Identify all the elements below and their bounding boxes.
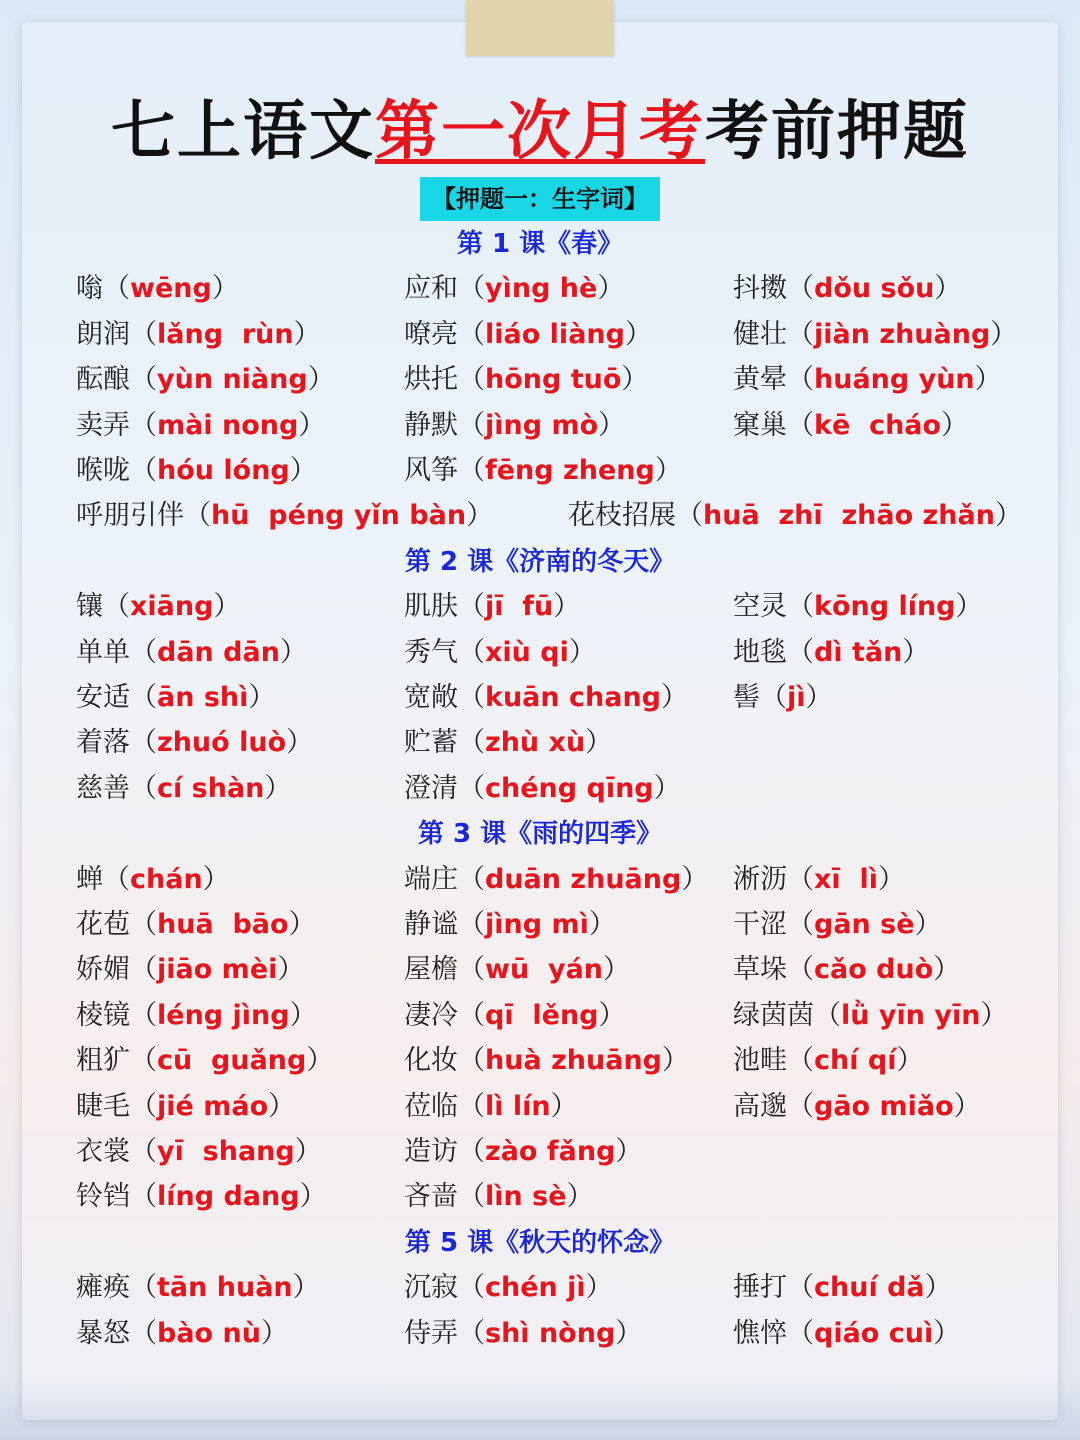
vocab-entry bbox=[76, 678, 275, 718]
vocab-pinyin: chén jì bbox=[485, 1272, 586, 1304]
paren-close: ） bbox=[299, 1181, 327, 1213]
paren-open: （ bbox=[458, 636, 485, 668]
vocab-pinyin: liáo liàng bbox=[485, 318, 625, 350]
vocab-word: 静默 bbox=[404, 409, 458, 441]
paren-close: ） bbox=[615, 1317, 643, 1349]
vocab-pinyin: hóu lóng bbox=[157, 455, 290, 486]
vocab-pinyin: huā bāo bbox=[157, 909, 289, 940]
paren-open: （ bbox=[676, 500, 703, 532]
paren-close: ） bbox=[805, 682, 833, 713]
vocab-entry bbox=[76, 950, 304, 990]
vocab-word: 风筝 bbox=[404, 455, 458, 486]
vocab-pinyin: dì tǎn bbox=[814, 636, 903, 668]
vocab-pinyin: hōng tuō bbox=[485, 364, 622, 396]
paren-open: （ bbox=[787, 591, 814, 623]
vocab-word: 黄晕 bbox=[733, 364, 787, 396]
vocab-entry bbox=[76, 269, 239, 309]
vocab-pinyin: kōng líng bbox=[814, 591, 956, 623]
vocab-pinyin: jìng mò bbox=[485, 409, 599, 441]
vocab-word: 窠巢 bbox=[733, 409, 787, 441]
lesson-heading: 第 1 课《春》 bbox=[456, 229, 624, 259]
vocab-word: 地毯 bbox=[733, 636, 787, 668]
vocab-word: 粗犷 bbox=[76, 1045, 130, 1077]
vocab-pinyin: huà zhuāng bbox=[485, 1045, 662, 1077]
lesson-heading: 第 2 课《济南的冬天》 bbox=[404, 546, 676, 577]
vocab-entry bbox=[76, 587, 240, 627]
paren-open: （ bbox=[787, 273, 814, 305]
paren-close: ） bbox=[933, 1317, 961, 1349]
vocab-pinyin: kuān chang bbox=[485, 682, 662, 713]
paren-open: （ bbox=[130, 1045, 157, 1077]
paren-open: （ bbox=[787, 364, 814, 396]
paren-close: ） bbox=[624, 318, 652, 350]
paren-close: ） bbox=[661, 682, 689, 713]
vocab-pinyin: gān sè bbox=[814, 909, 915, 940]
paren-open: （ bbox=[103, 591, 130, 623]
vocab-pinyin: bào nù bbox=[157, 1317, 261, 1349]
paren-open: （ bbox=[787, 1045, 814, 1077]
vocab-pinyin: cǎo duò bbox=[814, 954, 934, 986]
paren-close: ） bbox=[621, 364, 649, 396]
vocab-entry bbox=[404, 1177, 594, 1217]
vocab-pinyin: mài nong bbox=[157, 409, 299, 441]
vocab-word: 空灵 bbox=[733, 591, 787, 623]
paren-close: ） bbox=[277, 954, 305, 986]
paren-open: （ bbox=[130, 1181, 157, 1213]
paren-open: （ bbox=[458, 999, 485, 1031]
vocab-word: 暴怒 bbox=[76, 1317, 130, 1349]
paren-open: （ bbox=[130, 364, 157, 396]
vocab-entry bbox=[404, 860, 708, 900]
paren-close: ） bbox=[994, 500, 1022, 532]
paren-close: ） bbox=[213, 591, 241, 623]
vocab-pinyin: shì nòng bbox=[485, 1317, 616, 1349]
vocab-word: 捶打 bbox=[733, 1272, 787, 1304]
vocab-pinyin: chí qí bbox=[814, 1045, 897, 1077]
vocab-pinyin: jìng mì bbox=[485, 909, 589, 940]
paren-open: （ bbox=[103, 863, 130, 895]
vocab-entry bbox=[404, 1132, 642, 1172]
vocab-entry bbox=[733, 360, 1002, 400]
vocab-word: 沉寂 bbox=[404, 1272, 458, 1304]
vocab-word: 髻 bbox=[733, 682, 760, 713]
vocab-word: 肌肤 bbox=[404, 591, 458, 623]
vocab-word: 高邈 bbox=[733, 1090, 787, 1122]
vocab-word: 淅沥 bbox=[733, 863, 787, 895]
vocab-entry bbox=[76, 1132, 322, 1172]
vocab-word: 呼朋引伴 bbox=[76, 500, 184, 532]
paren-open: （ bbox=[787, 954, 814, 986]
vocab-pinyin: xiāng bbox=[130, 591, 214, 623]
vocab-pinyin: fēng zheng bbox=[485, 455, 655, 486]
vocab-word: 侍弄 bbox=[404, 1317, 458, 1349]
paren-close: ） bbox=[202, 863, 230, 895]
paren-close: ） bbox=[268, 1090, 296, 1122]
paren-open: （ bbox=[130, 909, 157, 940]
vocab-pinyin: xiù qi bbox=[485, 636, 569, 668]
vocab-entry bbox=[404, 1041, 689, 1081]
vocab-entry bbox=[76, 1041, 333, 1081]
vocab-pinyin: wēng bbox=[130, 273, 212, 305]
lesson-heading: 第 5 课《秋天的怀念》 bbox=[404, 1227, 676, 1258]
vocab-pinyin: jì bbox=[787, 682, 806, 713]
vocab-entry bbox=[404, 360, 648, 400]
vocab-entry bbox=[76, 769, 291, 809]
vocab-word: 蝉 bbox=[76, 863, 103, 895]
vocab-entry bbox=[733, 1268, 952, 1308]
vocab-pinyin: chán bbox=[130, 863, 203, 895]
vocab-pinyin: yùn niàng bbox=[157, 364, 308, 396]
paren-open: （ bbox=[458, 455, 485, 486]
vocab-word: 烘托 bbox=[404, 364, 458, 396]
vocab-word: 草垛 bbox=[733, 954, 787, 986]
vocab-pinyin: jiāo mèi bbox=[157, 954, 278, 986]
paren-close: ） bbox=[292, 1272, 320, 1304]
paren-open: （ bbox=[184, 500, 211, 532]
paren-close: ） bbox=[307, 364, 335, 396]
paren-close: ） bbox=[924, 1272, 952, 1304]
paren-open: （ bbox=[458, 273, 485, 305]
vocab-word: 绿茵茵 bbox=[733, 999, 814, 1031]
vocab-word: 喉咙 bbox=[76, 455, 130, 486]
paren-open: （ bbox=[458, 1272, 485, 1304]
vocab-word: 端庄 bbox=[404, 863, 458, 895]
vocab-entry bbox=[404, 950, 630, 990]
vocab-pinyin: líng dang bbox=[157, 1181, 300, 1213]
vocab-pinyin: jié máo bbox=[157, 1090, 269, 1122]
vocab-word: 花枝招展 bbox=[568, 500, 676, 532]
paren-open: （ bbox=[787, 909, 814, 940]
vocab-entry bbox=[404, 269, 624, 309]
vocab-entry bbox=[404, 678, 688, 718]
paren-close: ） bbox=[653, 772, 681, 804]
paren-open: （ bbox=[787, 636, 814, 668]
vocab-word: 朗润 bbox=[76, 318, 130, 350]
vocab-word: 秀气 bbox=[404, 636, 458, 668]
vocab-pinyin: dǒu sǒu bbox=[814, 273, 935, 305]
paren-close: ） bbox=[953, 1090, 981, 1122]
vocab-entry bbox=[733, 633, 929, 673]
vocab-word: 着落 bbox=[76, 727, 130, 759]
paren-close: ） bbox=[955, 591, 983, 623]
paren-close: ） bbox=[933, 954, 961, 986]
vocab-word: 睫毛 bbox=[76, 1090, 130, 1122]
paren-open: （ bbox=[458, 1181, 485, 1213]
vocab-entry bbox=[404, 769, 681, 809]
vocab-word: 贮蓄 bbox=[404, 727, 458, 759]
paren-open: （ bbox=[458, 909, 485, 940]
vocab-entry bbox=[76, 1087, 295, 1127]
vocab-word: 卖弄 bbox=[76, 409, 130, 441]
vocab-entry bbox=[733, 1087, 981, 1127]
vocab-entry bbox=[76, 633, 307, 673]
vocab-pinyin: kē cháo bbox=[814, 409, 942, 441]
paren-open: （ bbox=[130, 999, 157, 1031]
vocab-word: 屋檐 bbox=[404, 954, 458, 986]
paren-open: （ bbox=[458, 409, 485, 441]
vocab-word: 嗡 bbox=[76, 273, 103, 305]
vocab-entry bbox=[733, 315, 1017, 355]
vocab-pinyin: ān shì bbox=[157, 682, 249, 713]
vocab-word: 嘹亮 bbox=[404, 318, 458, 350]
paren-open: （ bbox=[458, 591, 485, 623]
page-title bbox=[0, 92, 1080, 172]
paren-open: （ bbox=[130, 1317, 157, 1349]
vocab-entry bbox=[404, 587, 580, 627]
vocab-entry bbox=[733, 587, 983, 627]
vocab-pinyin: tān huàn bbox=[157, 1272, 293, 1304]
paren-close: ） bbox=[877, 863, 905, 895]
vocab-word: 娇媚 bbox=[76, 954, 130, 986]
paren-close: ） bbox=[211, 273, 239, 305]
vocab-pinyin: jī fū bbox=[485, 591, 554, 623]
vocab-entry bbox=[733, 1041, 923, 1081]
paren-close: ） bbox=[597, 273, 625, 305]
vocab-word: 单单 bbox=[76, 636, 130, 668]
vocab-entry bbox=[733, 269, 961, 309]
paren-open: （ bbox=[458, 364, 485, 396]
paren-open: （ bbox=[760, 682, 787, 713]
vocab-entry bbox=[733, 860, 905, 900]
vocab-pinyin: xī lì bbox=[814, 863, 878, 895]
vocab-pinyin: gāo miǎo bbox=[814, 1090, 954, 1122]
paren-open: （ bbox=[130, 1272, 157, 1304]
vocab-word: 慈善 bbox=[76, 772, 130, 804]
vocab-pinyin: dān dān bbox=[157, 636, 280, 668]
paren-close: ） bbox=[568, 636, 596, 668]
paren-open: （ bbox=[130, 772, 157, 804]
vocab-entry bbox=[733, 996, 1007, 1036]
vocab-word: 静谧 bbox=[404, 909, 458, 940]
paren-close: ） bbox=[896, 1045, 924, 1077]
paren-close: ） bbox=[598, 999, 626, 1031]
paren-open: （ bbox=[458, 318, 485, 350]
paren-close: ） bbox=[286, 727, 314, 759]
vocab-entry bbox=[76, 451, 317, 491]
vocab-pinyin: qī lěng bbox=[485, 999, 599, 1031]
vocab-word: 池畦 bbox=[733, 1045, 787, 1077]
paren-close: ） bbox=[289, 455, 317, 486]
paren-open: （ bbox=[458, 954, 485, 986]
paren-close: ） bbox=[681, 863, 709, 895]
vocab-entry bbox=[76, 315, 321, 355]
vocab-entry bbox=[568, 496, 1022, 536]
vocab-entry bbox=[76, 1268, 320, 1308]
tape-strip bbox=[466, 0, 614, 56]
paren-close: ） bbox=[941, 409, 969, 441]
vocab-entry bbox=[76, 996, 317, 1036]
vocab-pinyin: chuí dǎ bbox=[814, 1272, 925, 1304]
paren-open: （ bbox=[130, 727, 157, 759]
vocab-word: 铃铛 bbox=[76, 1181, 130, 1213]
paren-open: （ bbox=[787, 318, 814, 350]
vocab-word: 棱镜 bbox=[76, 999, 130, 1031]
paren-close: ） bbox=[934, 273, 962, 305]
paren-close: ） bbox=[615, 1136, 643, 1167]
paren-close: ） bbox=[553, 591, 581, 623]
paren-open: （ bbox=[458, 727, 485, 759]
paren-open: （ bbox=[458, 1136, 485, 1167]
paren-close: ） bbox=[980, 999, 1008, 1031]
vocab-entry bbox=[404, 1268, 613, 1308]
vocab-word: 衣裳 bbox=[76, 1136, 130, 1167]
paren-open: （ bbox=[814, 999, 841, 1031]
vocab-word: 造访 bbox=[404, 1136, 458, 1167]
vocab-pinyin: wū yán bbox=[485, 954, 604, 986]
paren-close: ） bbox=[279, 636, 307, 668]
title-part-2-highlight: 第一次月考 bbox=[375, 95, 705, 169]
vocab-word: 安适 bbox=[76, 682, 130, 713]
paren-close: ） bbox=[598, 409, 626, 441]
paren-close: ） bbox=[585, 727, 613, 759]
vocab-entry bbox=[404, 406, 625, 446]
vocab-word: 瘫痪 bbox=[76, 1272, 130, 1304]
paren-open: （ bbox=[458, 682, 485, 713]
vocab-entry bbox=[733, 406, 968, 446]
vocab-pinyin: duān zhuāng bbox=[485, 863, 682, 895]
vocab-word: 花苞 bbox=[76, 909, 130, 940]
paren-close: ） bbox=[248, 682, 276, 713]
paren-close: ） bbox=[914, 909, 942, 940]
paren-close: ） bbox=[990, 318, 1018, 350]
vocab-entry bbox=[76, 905, 316, 945]
paren-open: （ bbox=[458, 1090, 485, 1122]
paren-open: （ bbox=[130, 455, 157, 486]
vocab-entry bbox=[76, 360, 335, 400]
vocab-pinyin: huā zhī zhāo zhǎn bbox=[703, 500, 995, 532]
paren-open: （ bbox=[458, 863, 485, 895]
vocab-entry bbox=[76, 860, 230, 900]
paren-open: （ bbox=[103, 273, 130, 305]
vocab-word: 应和 bbox=[404, 273, 458, 305]
title-part-3: 考前押题 bbox=[705, 95, 969, 169]
paren-close: ） bbox=[585, 1272, 613, 1304]
paren-open: （ bbox=[130, 636, 157, 668]
vocab-entry bbox=[733, 678, 833, 718]
paren-close: ） bbox=[466, 500, 494, 532]
vocab-pinyin: zhù xù bbox=[485, 727, 586, 759]
vocab-pinyin: chéng qīng bbox=[485, 772, 654, 804]
paren-close: ） bbox=[588, 909, 616, 940]
paren-close: ） bbox=[306, 1045, 334, 1077]
paren-close: ） bbox=[550, 1090, 578, 1122]
title-part-1: 七上语文 bbox=[111, 95, 375, 169]
vocab-entry bbox=[76, 1314, 288, 1354]
vocab-pinyin: hū péng yǐn bàn bbox=[211, 500, 467, 532]
paren-open: （ bbox=[130, 409, 157, 441]
paren-open: （ bbox=[130, 954, 157, 986]
vocab-entry bbox=[76, 496, 493, 536]
vocab-pinyin: zào fǎng bbox=[485, 1136, 616, 1167]
vocab-entry bbox=[733, 905, 942, 945]
vocab-word: 憔悴 bbox=[733, 1317, 787, 1349]
paren-close: ） bbox=[974, 364, 1002, 396]
vocab-pinyin: yī shang bbox=[157, 1136, 295, 1167]
vocab-word: 抖擞 bbox=[733, 273, 787, 305]
vocab-pinyin: lì lín bbox=[485, 1090, 551, 1122]
vocab-pinyin: cū guǎng bbox=[157, 1045, 307, 1077]
paren-close: ） bbox=[288, 909, 316, 940]
paren-close: ） bbox=[289, 999, 317, 1031]
vocab-entry bbox=[76, 1177, 327, 1217]
lesson-heading: 第 3 课《雨的四季》 bbox=[417, 819, 663, 850]
section-badge: 【押题一：生字词】 bbox=[420, 177, 660, 221]
paren-open: （ bbox=[130, 1090, 157, 1122]
paren-close: ） bbox=[603, 954, 631, 986]
vocab-word: 凄冷 bbox=[404, 999, 458, 1031]
vocab-pinyin: huáng yùn bbox=[814, 364, 975, 396]
vocab-word: 莅临 bbox=[404, 1090, 458, 1122]
vocab-word: 干涩 bbox=[733, 909, 787, 940]
paren-open: （ bbox=[458, 1317, 485, 1349]
vocab-word: 澄清 bbox=[404, 772, 458, 804]
vocab-pinyin: zhuó luò bbox=[157, 727, 287, 759]
paren-open: （ bbox=[787, 863, 814, 895]
paren-close: ） bbox=[260, 1317, 288, 1349]
paren-open: （ bbox=[787, 1317, 814, 1349]
vocab-pinyin: léng jìng bbox=[157, 999, 290, 1031]
vocab-entry bbox=[404, 996, 626, 1036]
vocab-pinyin: lìn sè bbox=[485, 1181, 567, 1213]
vocab-pinyin: lǜ yīn yīn bbox=[841, 999, 981, 1031]
vocab-word: 化妆 bbox=[404, 1045, 458, 1077]
vocab-entry bbox=[404, 633, 596, 673]
paren-open: （ bbox=[458, 772, 485, 804]
paren-close: ） bbox=[654, 455, 682, 486]
paren-open: （ bbox=[787, 1090, 814, 1122]
vocab-entry bbox=[733, 950, 960, 990]
vocab-word: 健壮 bbox=[733, 318, 787, 350]
paren-open: （ bbox=[787, 409, 814, 441]
vocab-pinyin: cí shàn bbox=[157, 772, 265, 804]
vocab-word: 酝酿 bbox=[76, 364, 130, 396]
paren-close: ） bbox=[264, 772, 292, 804]
vocab-entry bbox=[404, 723, 612, 763]
vocab-word: 镶 bbox=[76, 591, 103, 623]
paren-close: ） bbox=[662, 1045, 689, 1077]
vocab-entry bbox=[76, 723, 313, 763]
bottom-mountains-decoration bbox=[0, 1380, 1080, 1440]
paren-close: ） bbox=[902, 636, 930, 668]
paren-open: （ bbox=[787, 1272, 814, 1304]
vocab-entry bbox=[404, 1087, 578, 1127]
vocab-entry bbox=[76, 406, 325, 446]
paren-close: ） bbox=[294, 1136, 322, 1167]
vocab-entry bbox=[404, 1314, 642, 1354]
vocab-entry bbox=[733, 1314, 960, 1354]
paren-open: （ bbox=[130, 318, 157, 350]
vocab-entry bbox=[404, 315, 652, 355]
vocab-pinyin: jiàn zhuàng bbox=[814, 318, 991, 350]
vocab-pinyin: qiáo cuì bbox=[814, 1317, 934, 1349]
paren-open: （ bbox=[130, 1136, 157, 1167]
vocab-word: 宽敞 bbox=[404, 682, 458, 713]
paren-close: ） bbox=[293, 318, 321, 350]
vocab-entry bbox=[404, 451, 682, 491]
paren-open: （ bbox=[130, 682, 157, 713]
vocab-word: 吝啬 bbox=[404, 1181, 458, 1213]
vocab-entry bbox=[404, 905, 616, 945]
paren-close: ） bbox=[566, 1181, 594, 1213]
vocab-pinyin: yìng hè bbox=[485, 273, 598, 305]
paren-open: （ bbox=[458, 1045, 485, 1077]
paren-close: ） bbox=[298, 409, 326, 441]
vocab-pinyin: lǎng rùn bbox=[157, 318, 294, 350]
